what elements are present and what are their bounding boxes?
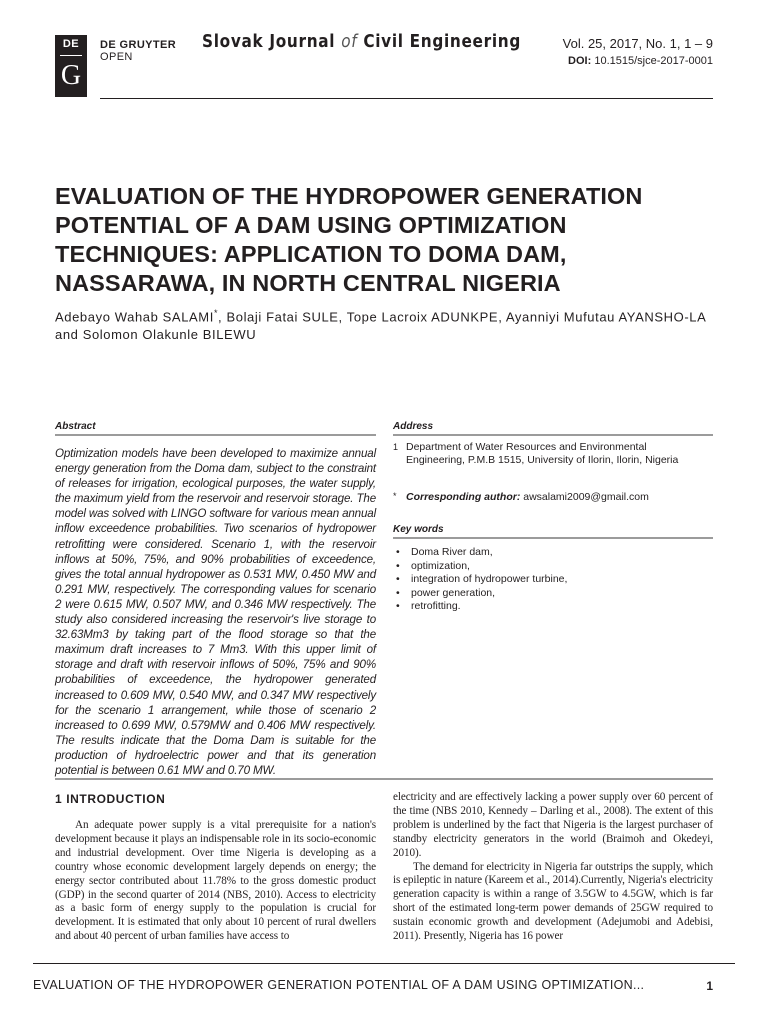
abstract-text: Optimization models have been developed to maximize annual energy generation from the Doma dam, subject to the constraint of releases for irrigation, ecological purposes, the water supply, the maximum yield from the reservoir and reservoir storage. The model was solved with LINGO software for various mean annual inflow exceedence probabilities. Two scenarios of hydropower retrofitting were considered. Scenario 1, with the reservoir inflows at 50%, 75%, and 90% probabilities of exceedence, gives the total annual hydropower as 0.531 MW, 0.450 MW and 0.291 MW, respectively. The corresponding values for scenario 2 were 0.615 MW, 0.507 MW, and 0.346 MW respectively. The study also considered increasing the reservoir's live storage to 32.63Mm3 by taking part of the flood storage so that the maximum draft increases to 7 Mm3. With this upper limit of storage and draft with reservoir inflows of 50%, 75% and 90% probabilities of exceedence, the hydropower generated increased to 0.609 MW, 0.540 MW, and 0.347 MW respectively for the scenario 1 arrangement, while those of scenario 2 increased to 0.699 MW, 0.579MW and 0.406 MW respectively. The results indicate that the Doma Dam is suitable for the production of hydroelectric power and that its generation potential is between 0.61 MW and 0.70 MW. (55, 447, 376, 777)
abstract-rule (55, 434, 376, 436)
doi: DOI: 10.1515/sjce-2017-0001 (568, 55, 713, 67)
author-list: Adebayo Wahab SALAMI*, Bolaji Fatai SULE, Tope Lacroix ADUNKPE, Ayanniyi Mufutau AYANSHO-LA and Solomon Olakunle BILEWU (55, 308, 706, 343)
affiliation-number: 1 (393, 442, 399, 452)
intro-column-left (55, 819, 376, 944)
paper-title (55, 182, 715, 298)
keyword-item: • integration of hydropower turbine, (393, 573, 713, 587)
keyword-item: • power generation, (393, 587, 713, 601)
journal-title: Slovak Journal of Civil Engineering (202, 31, 521, 52)
volume-info: Vol. 25, 2017, No. 1, 1 – 9 (562, 36, 713, 51)
publisher-sub: OPEN (100, 51, 133, 63)
logo-divider (60, 55, 82, 56)
corresponding-author: Corresponding author: awsalami2009@gmail.com (406, 491, 649, 503)
paragraph: electricity and are effectively lacking a power supply over 60 percent of the time (NBS 2010, Kennedy – Darling et al., 2008). The extent of this problem is underlined by the fact that Nigeria is the largest purchaser of standby electricity generators in the world (Braimoh and Okedeyi, 2010). (393, 791, 713, 859)
page-number: 1 (706, 979, 713, 993)
title-line: POTENTIAL OF A DAM USING OPTIMIZATION (55, 212, 567, 238)
footer-divider (33, 963, 735, 964)
publisher-name: DE GRUYTER (100, 39, 177, 51)
author-email[interactable]: awsalami2009@gmail.com (520, 491, 649, 503)
paragraph: An adequate power supply is a vital prerequisite for a nation's development because it plays an indispensable role in its socio-economic and industrial development. Over time Nigeria is developing as a country whose economic development largely depends on energy; the energy sector contributed about 11.78% to the gross domestic product (GDP) in the second quarter of 2014 (NBS, 2010). Access to electricity as a basic form of energy supply to the population is crucial for development. It is estimated that only about 10 percent of rural dwellers and about 40 percent of urban families have access to (55, 819, 376, 943)
affiliation: Department of Water Resources and Environmental Engineering, P.M.B 1515, University of Ilorin, Ilorin, Nigeria (406, 441, 679, 466)
keyword-item: • Doma River dam, (393, 546, 713, 560)
address-label: Address (393, 421, 434, 432)
corresponding-mark: * (393, 491, 397, 501)
intro-column-right (393, 791, 713, 944)
title-line: NASSARAWA, IN NORTH CENTRAL NIGERIA (55, 270, 561, 296)
running-title: EVALUATION OF THE HYDROPOWER GENERATION POTENTIAL OF A DAM USING OPTIMIZATION... (33, 978, 645, 992)
title-line: TECHNIQUES: APPLICATION TO DOMA DAM, (55, 241, 567, 267)
keyword-item: • retrofitting. (393, 600, 713, 614)
address-rule (393, 434, 713, 436)
title-line: EVALUATION OF THE HYDROPOWER GENERATION (55, 183, 643, 209)
keywords-rule (393, 537, 713, 539)
keyword-list (393, 546, 713, 614)
section-heading: 1 INTRODUCTION (55, 792, 166, 806)
logo-text-bottom: G (60, 60, 82, 91)
header-divider (100, 98, 713, 99)
keyword-item: • optimization, (393, 560, 713, 574)
section-divider (55, 778, 713, 780)
logo-text-top: DE (62, 38, 80, 50)
abstract-label: Abstract (55, 421, 96, 432)
keywords-label: Key words (393, 524, 444, 535)
paragraph: The demand for electricity in Nigeria far outstrips the supply, which is epileptic in nature (Kareem et al., 2014).Currently, Nigeria's electricity generation capacity is within a range of 3.5GW to 4.5GW, which is far short of the estimated long-term power demands of 25GW required to sustain economic growth and development (Adejumobi and Adebisi, 2011). Presently, Nigeria has 16 power (393, 860, 713, 943)
